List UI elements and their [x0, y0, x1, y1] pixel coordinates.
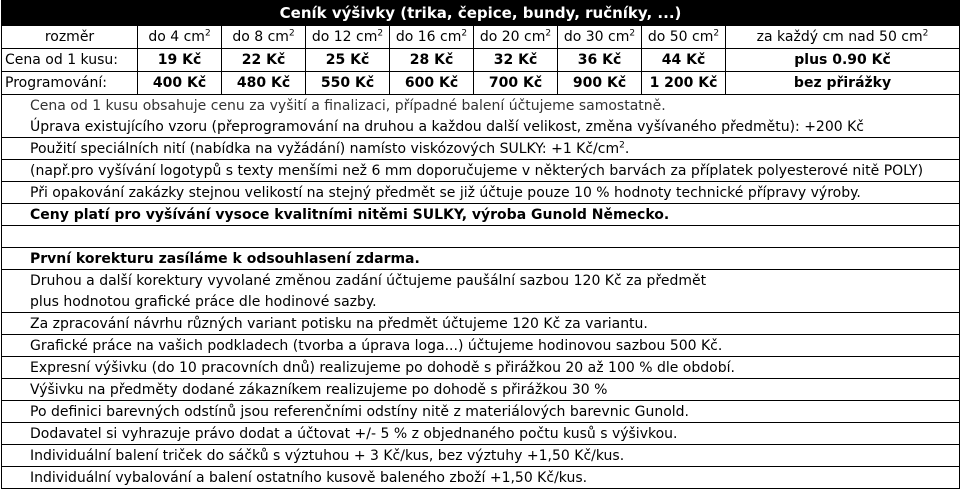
price-cell: 25 Kč — [306, 49, 390, 72]
note-row — [2, 204, 960, 226]
price-row-label: Cena od 1 kusu: — [2, 49, 138, 72]
term-row — [2, 270, 960, 292]
term-text: Expresní výšivku (do 10 pracovních dnů) realizujeme po dohodě s přirážkou 20 až 100 % dle období. — [2, 357, 960, 379]
price-row — [2, 49, 960, 72]
term-row — [2, 379, 960, 401]
term-row — [2, 357, 960, 379]
programming-row — [2, 72, 960, 95]
size-cell: do 12 $cm^2$ — [306, 26, 390, 49]
note-row — [2, 182, 960, 204]
price-cell: 32 Kč — [474, 49, 558, 72]
term-row — [2, 467, 960, 489]
programming-cell: bez přirážky — [726, 72, 960, 95]
programming-cell: 600 Kč — [390, 72, 474, 95]
note-text: Cena od 1 kusu obsahuje cenu za vyšití a finalizaci, případné balení účtujeme samostatně. — [2, 95, 960, 117]
price-cell: 19 Kč — [138, 49, 222, 72]
term-row — [2, 291, 960, 313]
term-row — [2, 248, 960, 270]
note-row — [2, 116, 960, 138]
empty-cell — [2, 226, 960, 248]
programming-cell: 700 Kč — [474, 72, 558, 95]
programming-cell: 400 Kč — [138, 72, 222, 95]
title-row — [2, 1, 960, 26]
size-header-label: rozměr — [2, 26, 138, 49]
price-cell: 36 Kč — [558, 49, 642, 72]
size-cell: do 50 $cm^2$ — [642, 26, 726, 49]
term-text-bold: První korekturu zasíláme k odsouhlasení zdarma. — [2, 248, 960, 270]
table-title: Ceník výšivky (trika, čepice, bundy, ručníky, ...) — [2, 1, 960, 26]
term-text: Výšivku na předměty dodané zákazníkem realizujeme po dohodě s přirážkou 30 % — [2, 379, 960, 401]
term-text: Grafické práce na vašich podkladech (tvorba a úprava loga...) účtujeme hodinovou sazbou 500 Kč. — [2, 335, 960, 357]
note-row — [2, 95, 960, 117]
programming-cell: 480 Kč — [222, 72, 306, 95]
note-text: (např.pro vyšívání logotypů s texty menšími než 6 mm doporučujeme v některých barvách za příplatek polyesterové nitě POLY) — [2, 160, 960, 182]
term-text: Druhou a další korektury vyvolané změnou zadání účtujeme paušální sazbou 120 Kč za předmět — [2, 270, 960, 292]
size-cell-over-50: za každý cm nad 50 $cm^2$ — [726, 26, 960, 49]
programming-row-label: Programování: — [2, 72, 138, 95]
term-text: Individuální vybalování a balení ostatního kusově baleného zboží +1,50 Kč/kus. — [2, 467, 960, 489]
programming-cell: 900 Kč — [558, 72, 642, 95]
size-cell: do 30 $cm^2$ — [558, 26, 642, 49]
price-cell: 44 Kč — [642, 49, 726, 72]
price-cell: plus 0.90 Kč — [726, 49, 960, 72]
price-cell: 28 Kč — [390, 49, 474, 72]
note-text: Úprava existujícího vzoru (přeprogramování na druhou a každou další velikost, změna vyšívaného předmětu): +200 Kč — [2, 116, 960, 138]
programming-cell: 1 200 Kč — [642, 72, 726, 95]
note-row — [2, 160, 960, 182]
size-cell: do 4 $cm^2$ — [138, 26, 222, 49]
size-header-row — [2, 26, 960, 49]
note-text-bold: Ceny platí pro vyšívání vysoce kvalitními nitěmi SULKY, výroba Gunold Německo. — [2, 204, 960, 226]
size-cell: do 8 $cm^2$ — [222, 26, 306, 49]
size-cell: do 16 $cm^2$ — [390, 26, 474, 49]
note-text: Při opakování zakázky stejnou velikostí na stejný předmět se již účtuje pouze 10 % hodnoty technické přípravy výroby. — [2, 182, 960, 204]
programming-cell: 550 Kč — [306, 72, 390, 95]
term-text: Po definici barevných odstínů jsou referenčními odstíny nitě z materiálových barevnic Gunold. — [2, 401, 960, 423]
term-text: Dodavatel si vyhrazuje právo dodat a účtovat +/- 5 % z objednaného počtu kusů s výšivkou. — [2, 423, 960, 445]
term-row — [2, 401, 960, 423]
term-row — [2, 423, 960, 445]
term-row — [2, 335, 960, 357]
note-row — [2, 138, 960, 160]
empty-row — [2, 226, 960, 248]
note-text: Použití speciálních nití (nabídka na vyžádání) namísto viskózových SULKY: +1 $Kč/cm^2$. — [2, 138, 960, 160]
term-row — [2, 445, 960, 467]
term-text: Za zpracování návrhu různých variant potisku na předmět účtujeme 120 Kč za variantu. — [2, 313, 960, 335]
term-row — [2, 313, 960, 335]
price-cell: 22 Kč — [222, 49, 306, 72]
size-cell: do 20 $cm^2$ — [474, 26, 558, 49]
price-list-table — [1, 0, 960, 489]
term-text: Individuální balení triček do sáčků s výztuhou + 3 Kč/kus, bez výztuhy +1,50 Kč/kus. — [2, 445, 960, 467]
term-text: plus hodnotou grafické práce dle hodinové sazby. — [2, 291, 960, 313]
